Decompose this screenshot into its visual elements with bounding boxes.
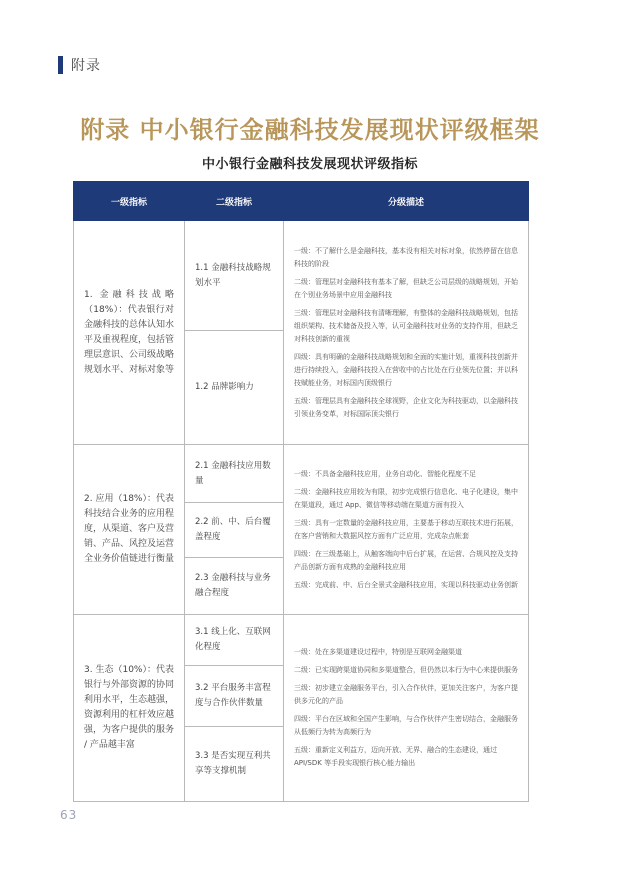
levels-cell xyxy=(284,615,529,802)
level-desc: 一级：不了解什么是金融科技，基本没有相关对标对象，依然停留在信息科技的阶段 xyxy=(294,246,518,268)
levels-cell xyxy=(284,221,529,445)
level-desc: 五级：管理层具有金融科技全球视野，企业文化为科技驱动，以金融科技引领业务变革，对标国际顶尖银行 xyxy=(294,396,518,418)
header-level1: 一级指标 xyxy=(74,182,185,221)
level-desc: 二级：已实现跨渠道协同和多渠道整合，但仍然以本行为中心来提供服务 xyxy=(294,666,518,674)
table-header-row xyxy=(74,182,529,221)
table-row xyxy=(74,445,529,503)
page-number: 63 xyxy=(60,808,78,822)
level-desc: 三级：初步建立金融服务平台，引入合作伙伴，更加关注客户，为客户提供多元化的产品 xyxy=(294,684,518,705)
level-desc: 二级：金融科技应用较为有限，初步完成银行信息化、电子化建设，集中在渠道段，通过 App、微信等移动端在渠道方面有投入 xyxy=(294,487,518,509)
level2-cell: 3.1 线上化、互联网化程度 xyxy=(185,615,284,666)
level-desc: 五级：完成前、中、后台全景式金融科技应用，实现以科技驱动业务创新 xyxy=(294,580,518,589)
level-desc: 三级：管理层对金融科技有清晰理解，有整体的金融科技战略规划，包括组织架构、技术储备及投入等，认可金融科技对业务的支持作用，但缺乏对科技创新的重视 xyxy=(294,308,518,343)
level2-cell: 1.1 金融科技战略规划水平 xyxy=(185,221,284,331)
level-desc: 四级：在三级基础上，从触客端向中后台扩展，在运营、合规风控及支持产品创新方面有成熟的金融科技应用 xyxy=(294,549,518,571)
page-title: 附录 中小银行金融科技发展现状评级框架 xyxy=(80,116,540,144)
rating-table xyxy=(73,181,529,802)
table-title: 中小银行金融科技发展现状评级指标 xyxy=(201,157,418,172)
level-desc: 四级：平台在区域和全国产生影响，与合作伙伴产生密切结合，金融服务从低频行为转为高频行为 xyxy=(294,715,518,736)
section-tag-label: 附录 xyxy=(71,58,101,74)
level2-cell: 3.2 平台服务丰富程度与合作伙伴数量 xyxy=(185,666,284,727)
level1-cell: 1. 金融科技战略（18%）：代表银行对金融科技的总体认知水平及重视程度，包括管理层意识、公司级战略规划水平、对标对象等 xyxy=(74,221,185,445)
table-row xyxy=(74,615,529,666)
level2-cell: 1.2 品牌影响力 xyxy=(185,331,284,445)
level1-cell: 3. 生态（10%）：代表银行与外部资源的协同利用水平，生态越强，资源利用的杠杆效应越强，为客户提供的服务 / 产品越丰富 xyxy=(74,615,185,802)
level1-cell: 2. 应用（18%）：代表科技结合业务的应用程度，从渠道、客户及营销、产品、风控及运营全业务价值链进行衡量 xyxy=(74,445,185,615)
level-desc: 四级：具有明确的金融科技战略规划和全面的实施计划，重视科技创新并进行持续投入，金融科技投入在营收中的占比处在行业领先位置；并以科技赋能业务，对标国内顶级银行 xyxy=(294,352,518,387)
levels-cell xyxy=(284,445,529,615)
level2-cell: 2.2 前、中、后台覆盖程度 xyxy=(185,503,284,558)
header-levels: 分级描述 xyxy=(284,182,529,221)
level-desc: 一级：处在多渠道建设过程中，特别是互联网金融渠道 xyxy=(294,648,462,656)
table-row xyxy=(74,221,529,331)
level2-cell: 3.3 是否实现互利共享等支撑机制 xyxy=(185,727,284,802)
level-desc: 三级：具有一定数量的金融科技应用，主要基于移动互联技术进行拓展，在客户营销和大数据风控方面有广泛应用，完成杂点帐套 xyxy=(294,518,518,540)
header-level2: 二级指标 xyxy=(185,182,284,221)
level-desc: 五级：重新定义利益方，迈向开放、无界、融合的生态建设，通过 API/SDK 等手段实现银行核心能力输出 xyxy=(294,746,497,767)
level2-cell: 2.1 金融科技应用数量 xyxy=(185,445,284,503)
level-desc: 一级：不具备金融科技应用，业务自动化、智能化程度不足 xyxy=(294,469,476,478)
level2-cell: 2.3 金融科技与业务融合程度 xyxy=(185,558,284,615)
section-tag xyxy=(58,56,101,74)
level-desc: 二级：管理层对金融科技有基本了解，但缺乏公司层级的战略规划，开始在个别业务场景中应用金融科技 xyxy=(294,277,518,299)
section-tag-bar xyxy=(58,56,63,74)
